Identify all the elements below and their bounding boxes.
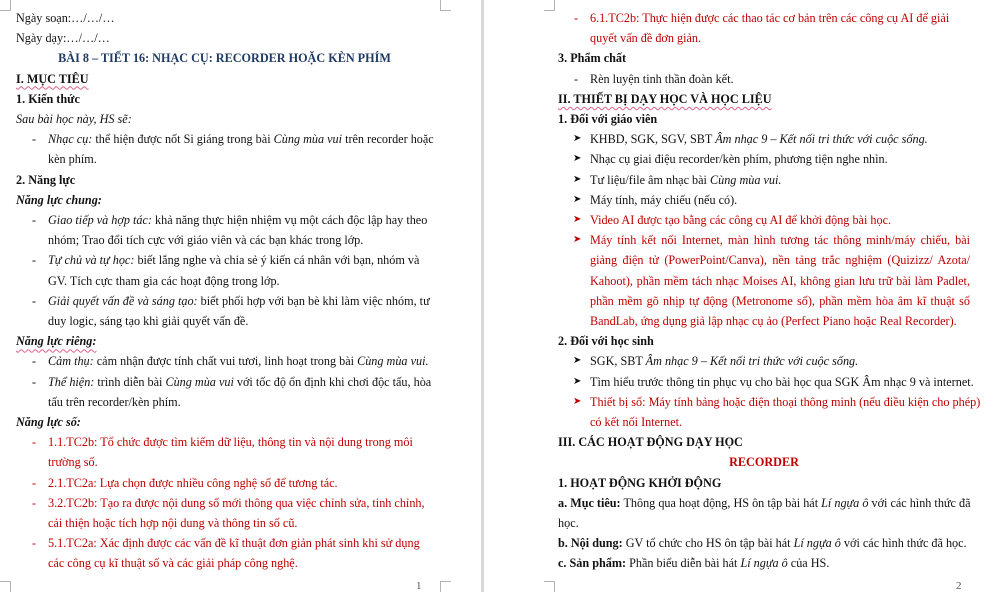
list-item-gv	[558, 149, 970, 169]
text: biết lắng nghe và chia sẻ ý kiến cá nhân với bạn, nhóm và	[134, 253, 420, 268]
page-corner-mark	[544, 581, 555, 592]
list-item-hs	[558, 392, 981, 432]
continuation: quyết vấn đề đơn giản.	[590, 31, 702, 46]
text: Nhạc cụ giai điệu recorder/kèn phím, phương tiện nghe nhìn.	[590, 152, 888, 167]
text: Phần biểu diễn bài hát	[626, 556, 741, 571]
text: Video AI được tạo bằng các công cụ AI để khởi động bài học.	[590, 213, 892, 228]
heading-nang-luc: 2. Năng lực	[16, 172, 76, 187]
noi-dung-paragraph	[558, 533, 970, 553]
text: 2.1.TC2a: Lựa chọn được nhiều công nghệ số để tương tác.	[48, 475, 338, 490]
text: Máy tính kết nối Internet, màn hình tương tác thông minh/máy chiếu, bài giảng điện tử (PowerPoint/Canva), nền tảng trắc nghiệm (Quizizz/ Azota/ Kahoot), phần mềm tách nhạc Moises AI, không gian lưu trữ bài làm Padlet, phần mềm gõ nhịp tự động (Metronome số), phần mềm hòa âm kĩ thuật số BandLab, ứng dụng giả lập nhạc cụ ảo (Perfect Piano hoặc Real Recorder).	[590, 233, 970, 329]
heading-thiet-bi-text: II. THIẾT BỊ DẠY HỌC VÀ HỌC LIỆU	[558, 91, 772, 106]
text: KHBD, SGK, SGV, SBT	[590, 132, 716, 147]
list-item-cam-thu	[16, 351, 433, 371]
page-number: 1	[416, 580, 422, 592]
arrow-bullet-icon: ➤	[573, 193, 582, 205]
arrow-bullet-icon: ➤	[573, 153, 582, 165]
list-item-digital	[16, 493, 433, 533]
heading-kien-thuc: 1. Kiến thức	[16, 91, 80, 106]
label: Tự chủ và tự học:	[48, 253, 135, 268]
list-item-digital	[16, 432, 433, 472]
document-page-2	[484, 0, 990, 592]
text: trên recorder hoặc	[342, 132, 434, 147]
list-item-gv	[558, 170, 970, 190]
continuation: tấu trên recorder/kèn phím.	[48, 394, 181, 409]
label: Giải quyết vấn đề và sáng tạo:	[48, 293, 198, 308]
text: 3.2.TC2b: Tạo ra được nội dung số mới thông qua việc chỉnh sửa, tinh chỉnh,	[48, 495, 425, 510]
list-item-digital-6-1	[558, 8, 970, 48]
heading-hoat-dong-khoi-dong: 1. HOẠT ĐỘNG KHỞI ĐỘNG	[558, 475, 722, 490]
page-corner-mark	[440, 581, 451, 592]
text: GV tổ chức cho HS ôn tập bài hát	[622, 536, 794, 551]
song-name: Cùng mùa vui.	[357, 354, 429, 369]
text: trình diễn bài	[94, 374, 166, 389]
heading-nang-luc-rieng-text: Năng lực riêng:	[16, 334, 97, 349]
san-pham-paragraph	[558, 553, 970, 573]
text: Tư liệu/file âm nhạc bài	[590, 172, 710, 187]
page-corner-mark	[440, 0, 451, 11]
text: Thiết bị số: Máy tính bảng hoặc điện thoại thông minh (nếu điều kiện cho phép)	[590, 394, 981, 409]
text: thể hiện được nốt Si giáng trong bài	[92, 132, 274, 147]
page-number: 2	[956, 580, 962, 592]
heading-cac-hoat-dong: III. CÁC HOẠT ĐỘNG DẠY HỌC	[558, 435, 743, 450]
continuation: kèn phím.	[48, 152, 97, 167]
list-item-hs	[558, 351, 970, 371]
list-item-the-hien	[16, 372, 433, 412]
continuation: GV. Tích cực tham gia các hoạt động trong lớp.	[48, 273, 280, 288]
text: Thông qua hoạt động, HS ôn tập bài hát	[620, 495, 822, 510]
arrow-bullet-icon: ➤	[573, 173, 582, 185]
text: SGK, SBT	[590, 354, 646, 369]
label: Thể hiện:	[48, 374, 95, 389]
heading-doi-voi-gv: 1. Đối với giáo viên	[558, 112, 658, 127]
arrow-bullet-icon: ➤	[573, 395, 582, 407]
list-item-gv	[558, 230, 970, 331]
arrow-bullet-icon: ➤	[573, 214, 582, 226]
heading-recorder: RECORDER	[729, 455, 799, 470]
lesson-title: BÀI 8 – TIẾT 16: NHẠC CỤ: RECORDER HOẶC KÈN PHÍM	[58, 51, 391, 66]
dash-bullet: -	[32, 435, 37, 450]
song-name: Lí ngựa ô	[740, 556, 788, 571]
text: Tìm hiểu trước thông tin phục vụ cho bài học qua SGK Âm nhạc 9 và internet.	[590, 374, 974, 389]
text: 5.1.TC2a: Xác định được các vấn đề kĩ thuật đơn giản phát sinh khi sử dụng	[48, 536, 420, 551]
song-name: Cùng mùa vui	[273, 132, 343, 147]
label: c. Sản phẩm:	[558, 556, 627, 571]
text: 6.1.TC2b: Thực hiện được các thao tác cơ bản trên các công cụ AI để giải	[590, 11, 950, 25]
list-item-gv	[558, 129, 970, 149]
list-item-gv	[558, 190, 970, 210]
page-corner-mark	[544, 0, 555, 11]
ngay-soan: Ngày soạn:…/…/…	[16, 11, 115, 25]
dash-bullet: -	[32, 132, 37, 147]
dash-bullet: -	[32, 253, 37, 268]
song-name: Cùng mùa vui.	[709, 172, 782, 187]
text: khả năng thực hiện nhiệm vụ một cách độc lập hay theo	[151, 213, 428, 228]
text: với các hình thức đã học.	[840, 536, 967, 551]
continuation: cải thiện hoặc tích hợp nội dung và thông tin số cũ.	[48, 516, 298, 531]
heading-nang-luc-chung: Năng lực chung:	[16, 192, 102, 207]
text: với tốc độ ổn định khi chơi độc tấu, hòa	[233, 374, 432, 389]
document-page-1	[0, 0, 481, 592]
continuation: các công cụ kĩ thuật số và các giải pháp công nghệ.	[48, 556, 298, 571]
list-item-digital	[16, 473, 433, 493]
continuation: nhóm; Trao đổi tích cực với giáo viên và các bạn khác trong lớp.	[48, 233, 364, 248]
heading-muc-tieu	[16, 69, 433, 89]
dash-bullet: -	[32, 293, 37, 308]
continuation: có kết nối Internet.	[590, 415, 683, 430]
book-name: Âm nhạc 9 – Kết nối tri thức với cuộc sống.	[715, 132, 928, 147]
sau-bai-hoc: Sau bài học này, HS sẽ:	[16, 112, 132, 127]
arrow-bullet-icon: ➤	[573, 234, 582, 246]
arrow-bullet-icon: ➤	[573, 133, 582, 145]
continuation: duy logic, sáng tạo khi giải quyết vấn đề.	[48, 314, 249, 329]
dash-bullet: -	[32, 536, 37, 551]
text: của HS.	[787, 556, 830, 571]
text: 1.1.TC2b: Tổ chức được tìm kiếm dữ liệu, thông tin và nội dung trong môi	[48, 435, 413, 450]
text: biết phối hợp với bạn bè khi làm việc nhóm, tư	[197, 293, 430, 308]
song-name: Lí ngựa ô	[793, 536, 841, 551]
continuation: học.	[558, 516, 579, 531]
label: Cảm thụ:	[48, 354, 94, 369]
page-corner-mark	[0, 581, 11, 592]
page-corner-mark	[0, 0, 11, 11]
continuation: trường số.	[48, 455, 98, 470]
list-item-giai-quyet	[16, 291, 433, 331]
heading-nang-luc-rieng	[16, 331, 433, 351]
heading-pham-chat: 3. Phẩm chất	[558, 51, 627, 66]
label: a. Mục tiêu:	[558, 495, 621, 510]
heading-thiet-bi	[558, 89, 970, 109]
dash-bullet: -	[32, 354, 37, 369]
list-item-tu-chu	[16, 250, 433, 290]
label: b. Nội dung:	[558, 536, 623, 551]
label: Giao tiếp và hợp tác:	[48, 213, 152, 228]
song-name: Cùng mùa vui	[165, 374, 234, 389]
list-item-nhac-cu	[16, 129, 433, 169]
muc-tieu-paragraph	[558, 493, 970, 533]
arrow-bullet-icon: ➤	[573, 375, 582, 387]
heading-nang-luc-so: Năng lực số:	[16, 415, 81, 430]
list-item-digital	[16, 533, 433, 573]
song-name: Lí ngựa ô	[821, 495, 869, 510]
dash-bullet: -	[32, 495, 37, 510]
list-item-hs	[558, 372, 974, 392]
list-item-giao-tiep	[16, 210, 433, 250]
heading-doi-voi-hs: 2. Đối với học sinh	[558, 334, 654, 349]
dash-bullet: -	[574, 11, 579, 25]
text: Máy tính, máy chiếu (nếu có).	[590, 192, 738, 207]
dash-bullet: -	[32, 374, 37, 389]
label: Nhạc cụ:	[48, 132, 93, 147]
text: với các hình thức đã	[868, 495, 971, 510]
list-item-gv	[558, 210, 970, 230]
arrow-bullet-icon: ➤	[573, 355, 582, 367]
dash-bullet: -	[574, 71, 579, 86]
dash-bullet: -	[32, 213, 37, 228]
ngay-day: Ngày dạy:…/…/…	[16, 31, 110, 46]
text: Rèn luyện tinh thần đoàn kết.	[590, 71, 734, 86]
list-item-pham-chat	[558, 69, 970, 89]
text: cảm nhận được tính chất vui tươi, linh hoạt trong bài	[93, 354, 358, 369]
book-name: Âm nhạc 9 – Kết nối tri thức với cuộc sống.	[645, 354, 859, 369]
heading-muc-tieu-text: I. MỤC TIÊU	[16, 71, 89, 86]
dash-bullet: -	[32, 475, 37, 490]
